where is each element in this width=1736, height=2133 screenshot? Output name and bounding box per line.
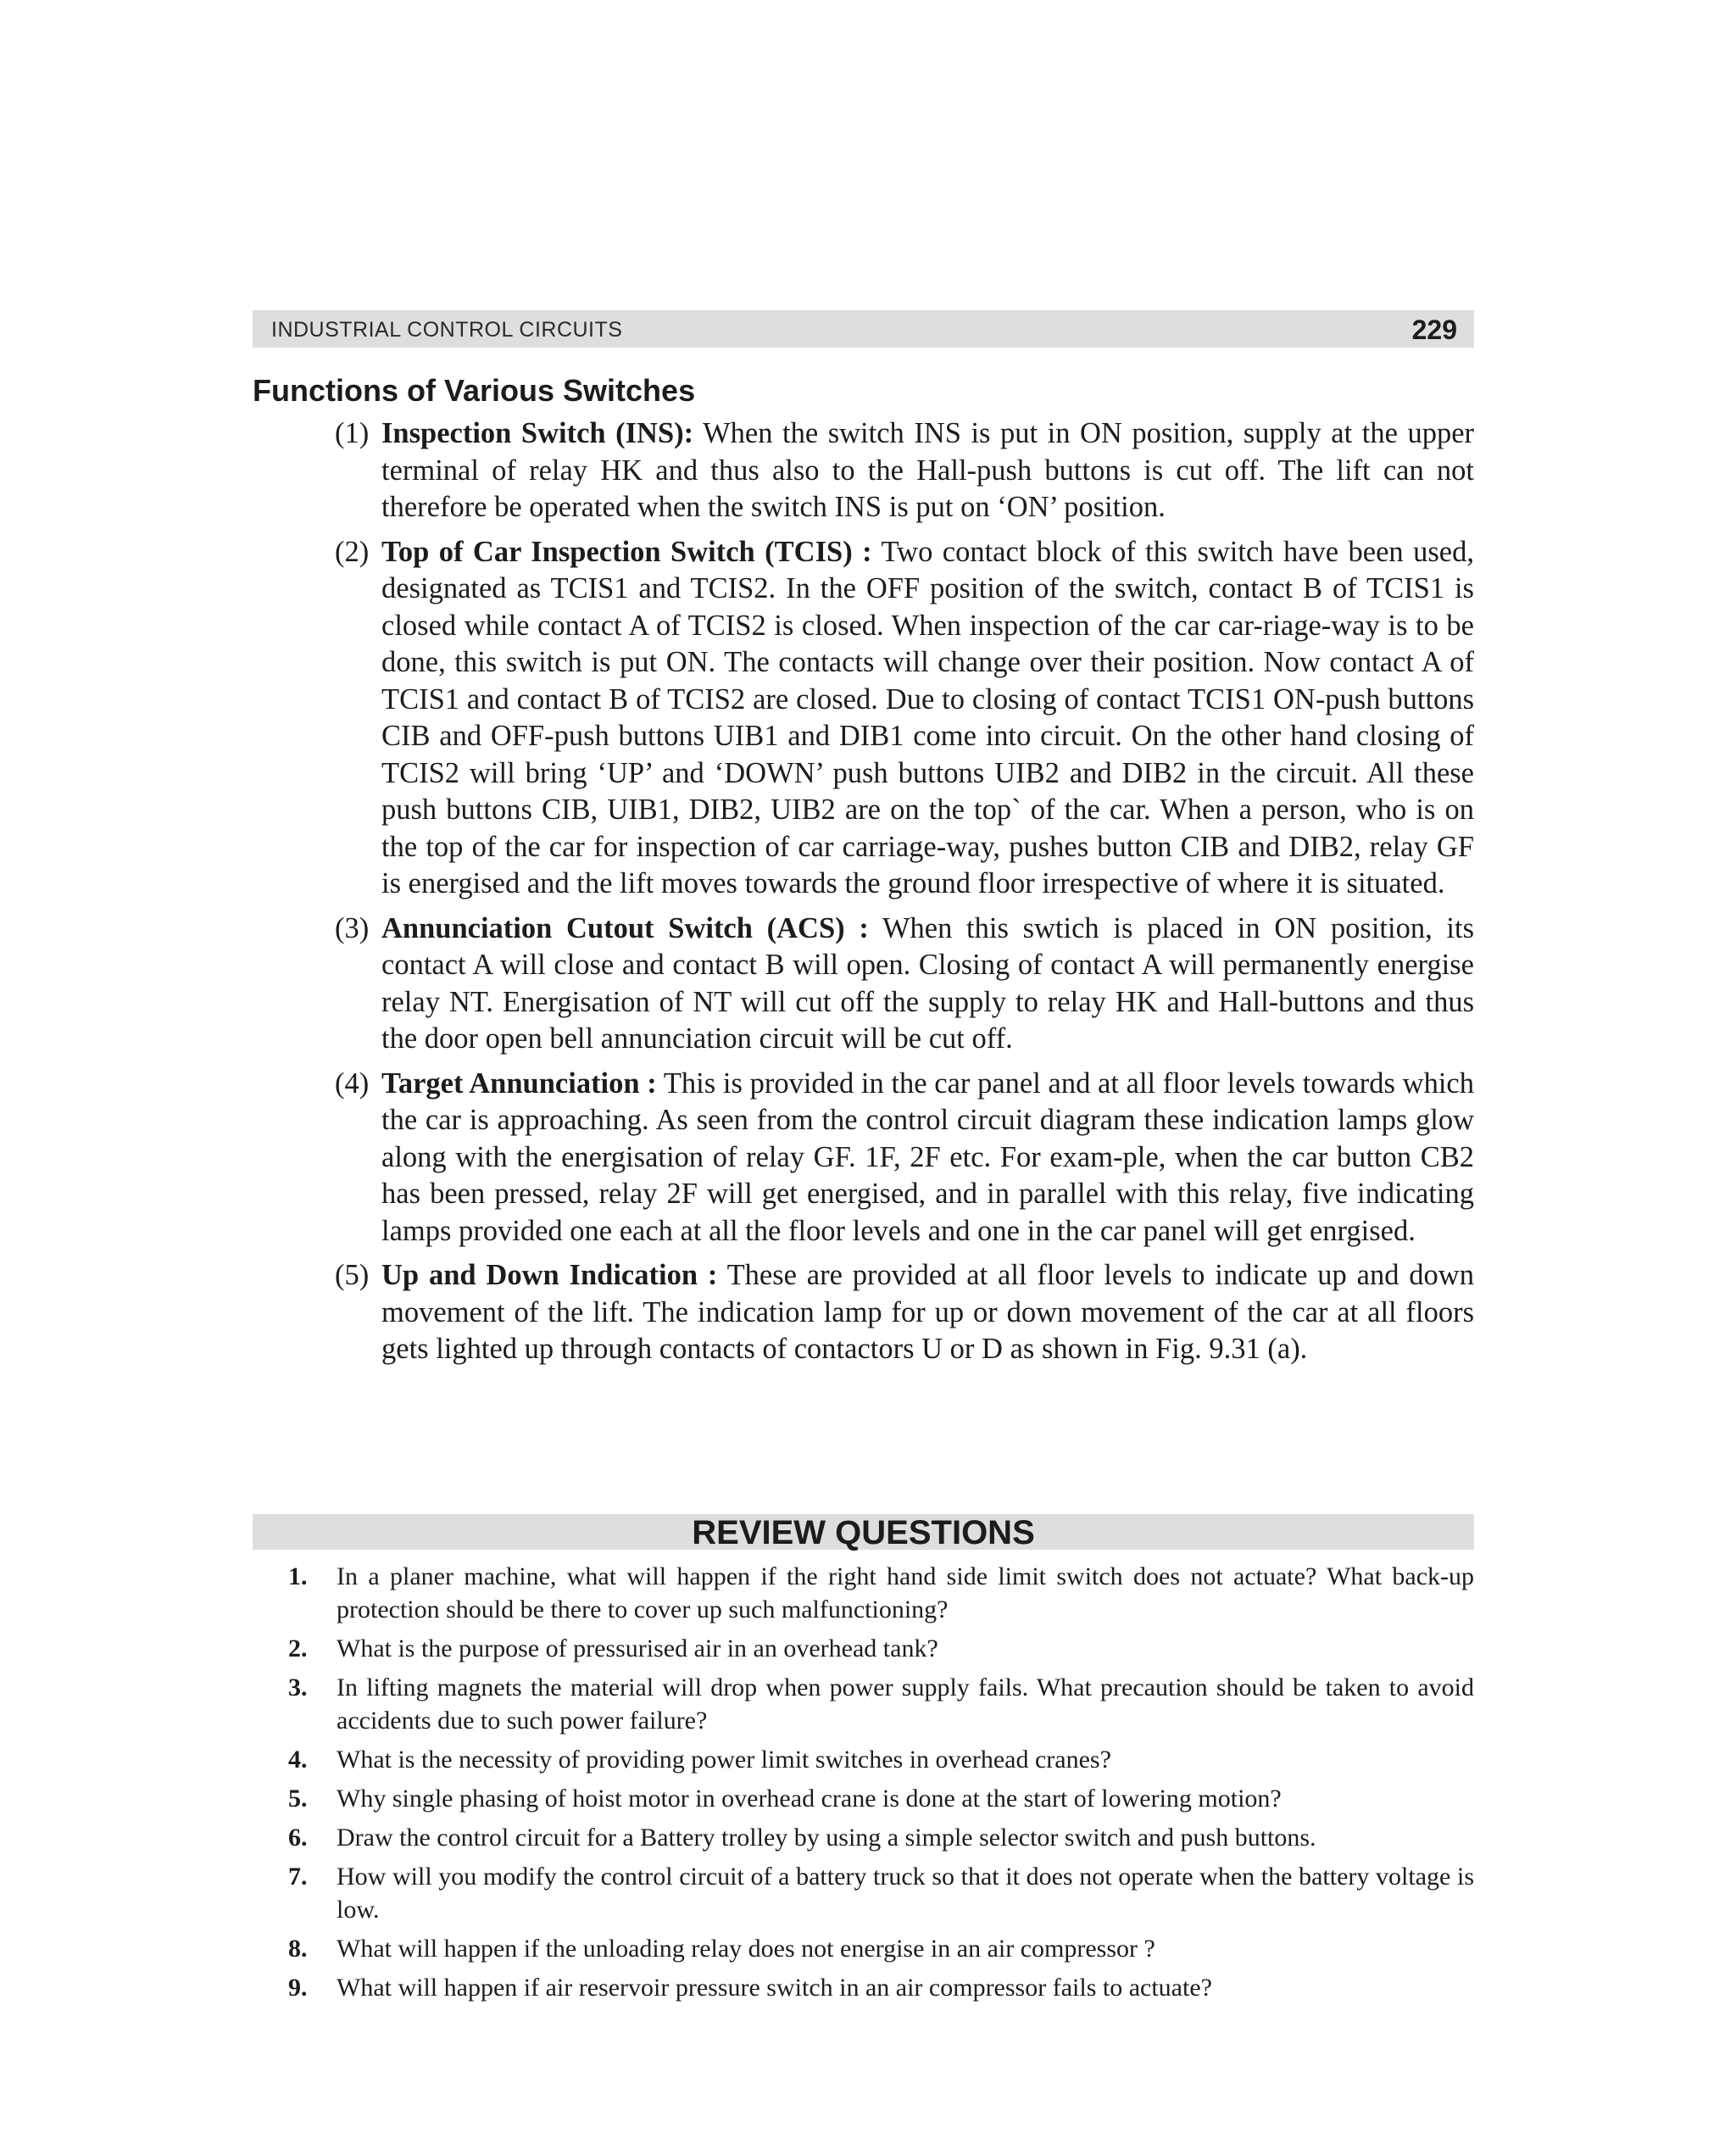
- question-number: 1.: [288, 1562, 308, 1590]
- section-heading: Functions of Various Switches: [253, 373, 696, 408]
- question-number: 3.: [288, 1674, 308, 1701]
- item-text: When this swtich is placed in ON position, its contact A will close and contact B will open. Closing of contact A will permanently energise relay NT. Energisation of NT will cut off the supply to relay HK and Hall-buttons and thus the door open bell annunciation circuit will be cut off.: [381, 911, 1474, 1055]
- switch-functions-list: [335, 415, 1474, 1376]
- question-item: [288, 1743, 1474, 1776]
- question-number: 9.: [288, 1974, 308, 2002]
- question-text: How will you modify the control circuit of a battery truck so that it does not operate when the battery voltage is low.: [337, 1863, 1474, 1924]
- item-text: Two contact block of this switch have been used, designated as TCIS1 and TCIS2. In the OFF position of the switch, contact B of TCIS1 is closed while contact A of TCIS2 is closed. When inspection of the car car-riage-way is to be done, this switch is put ON. The contacts will change over their position. Now contact A of TCIS1 and contact B of TCIS2 are closed. Due to closing of contact TCIS1 ON-push buttons CIB and OFF-push buttons UIB1 and DIB1 come into circuit. On the other hand closing of TCIS2 will bring ‘UP’ and ‘DOWN’ push buttons UIB2 and DIB2 in the circuit. All these push buttons CIB, UIB1, DIB2, UIB2 are on the top` of the car. When a person, who is on the top of the car for inspection of car carriage-way, pushes button CIB and DIB2, relay GF is energised and the lift moves towards the ground floor irrespective of where it is situated.: [381, 535, 1474, 899]
- review-questions-list: [288, 1560, 1474, 2010]
- item-title: Up and Down Indication :: [381, 1259, 718, 1291]
- question-number: 5.: [288, 1785, 308, 1813]
- list-item: [335, 1066, 1474, 1250]
- item-title: Annunciation Cutout Switch (ACS) :: [381, 911, 869, 944]
- question-item: [288, 1671, 1474, 1737]
- list-item: [335, 415, 1474, 526]
- question-item: [288, 1782, 1474, 1815]
- question-number: 7.: [288, 1863, 308, 1891]
- item-text: These are provided at all floor levels to indicate up and down movement of the lift. The indication lamp for up or down movement of the car at all floors gets lighted up through contacts of contactors U or D as shown in Fig. 9.31 (a).: [381, 1259, 1474, 1365]
- list-item: [335, 911, 1474, 1058]
- item-title: Target Annunciation :: [381, 1066, 657, 1100]
- running-title: INDUSTRIAL CONTROL CIRCUITS: [271, 318, 623, 342]
- item-title: Top of Car Inspection Switch (TCIS) :: [381, 535, 872, 568]
- item-title: Inspection Switch (INS):: [381, 417, 694, 449]
- question-item: [288, 1632, 1474, 1665]
- question-text: What will happen if the unloading relay does not energise in an air compressor ?: [337, 1935, 1155, 1963]
- running-header: [253, 310, 1474, 348]
- question-text: Why single phasing of hoist motor in overhead crane is done at the start of lowering motion?: [337, 1785, 1282, 1813]
- list-item: [335, 534, 1474, 903]
- question-item: [288, 1860, 1474, 1926]
- question-number: 8.: [288, 1935, 308, 1963]
- page-number: 229: [1411, 315, 1457, 345]
- question-number: 6.: [288, 1824, 308, 1852]
- item-text: When the switch INS is put in ON position, supply at the upper terminal of relay HK and thus also to the Hall-push buttons is cut off. The lift can not therefore be operated when the switch INS is put on ‘ON’ position.: [381, 417, 1474, 523]
- question-text: What will happen if air reservoir pressure switch in an air compressor fails to actuate?: [337, 1974, 1212, 2002]
- item-number: (1): [335, 417, 370, 449]
- question-text: Draw the control circuit for a Battery trolley by using a simple selector switch and push buttons.: [337, 1824, 1316, 1852]
- item-number: (5): [335, 1259, 370, 1291]
- question-text: What is the necessity of providing power limit switches in overhead cranes?: [337, 1746, 1111, 1774]
- question-number: 2.: [288, 1635, 308, 1662]
- question-text: In lifting magnets the material will drop when power supply fails. What precaution should be taken to avoid accidents due to such power failure?: [337, 1674, 1474, 1735]
- question-item: [288, 1821, 1474, 1854]
- item-number: (4): [335, 1066, 370, 1100]
- list-item: [335, 1257, 1474, 1368]
- question-number: 4.: [288, 1746, 308, 1774]
- question-text: What is the purpose of pressurised air in an overhead tank?: [337, 1635, 938, 1662]
- item-number: (3): [335, 911, 370, 944]
- review-questions-banner: [253, 1514, 1474, 1550]
- question-item: [288, 1971, 1474, 2004]
- review-title: REVIEW QUESTIONS: [692, 1514, 1035, 1551]
- question-text: In a planer machine, what will happen if the right hand side limit switch does not actuate? What back-up protection should be there to cover up such malfunctioning?: [337, 1562, 1474, 1623]
- question-item: [288, 1560, 1474, 1626]
- question-item: [288, 1932, 1474, 1965]
- item-text: This is provided in the car panel and at all floor levels towards which the car is approaching. As seen from the control circuit diagram these indication lamps glow along with the energisation of relay GF. 1F, 2F etc. For exam-ple, when the car button CB2 has been pressed, relay 2F will get energised, and in parallel with this relay, five indicating lamps provided one each at all the floor levels and one in the car panel will get enrgised.: [381, 1066, 1474, 1247]
- item-number: (2): [335, 535, 370, 568]
